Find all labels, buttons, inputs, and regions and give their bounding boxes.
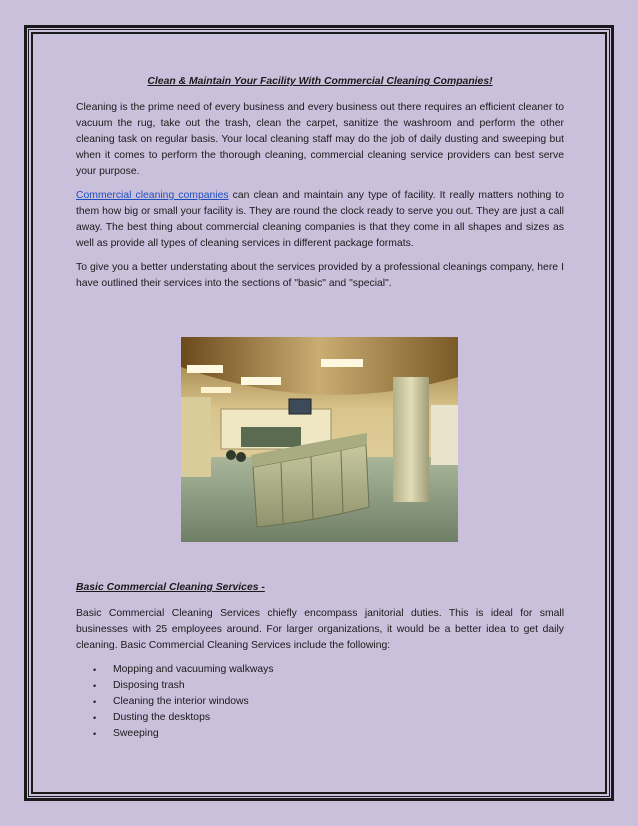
commercial-cleaning-link[interactable]: Commercial cleaning companies bbox=[76, 190, 229, 201]
intro-paragraph: Cleaning is the prime need of every business and every business out there requires an efficient cleaner to vacuum the rug, take out the trash, clean the carpet, sanitize the washroom and perform the other cleaning task on regular basis. Your local cleaning staff may do the job of daily dusting and sweeping but when it comes to perform the thorough cleaning, commercial cleaning service providers can best serve your purpose. bbox=[76, 102, 564, 177]
bullet-icon: • bbox=[93, 729, 97, 739]
basic-services-heading: Basic Commercial Cleaning Services - bbox=[76, 582, 265, 593]
overview-paragraph: To give you a better understating about the services provided by a professional cleanings company, here I have outlined their services into the sections of "basic" and "special". bbox=[76, 262, 564, 289]
basic-services-intro: Basic Commercial Cleaning Services chiefly encompass janitorial duties. This is ideal for small businesses with 25 employees around. For larger organizations, it would be a better idea to get daily cleaning. Basic Commercial Cleaning Services include the following: bbox=[76, 608, 564, 651]
basic-services-section bbox=[76, 580, 564, 742]
basic-services-list bbox=[76, 662, 564, 742]
list-item: • Cleaning the interior windows bbox=[76, 694, 564, 710]
article-body bbox=[76, 74, 564, 300]
list-item: • Sweeping bbox=[76, 726, 564, 742]
list-item: • Mopping and vacuuming walkways bbox=[76, 662, 564, 678]
companies-paragraph-text: can clean and maintain any type of facility. It really matters nothing to them how big or small your facility is. They are round the clock ready to serve you out. They are just a call away. The best thing about commercial cleaning companies is that they come in all shapes and sizes as well as provide all types of cleaning services in different package formats. bbox=[76, 190, 564, 249]
companies-paragraph bbox=[76, 188, 564, 252]
office-reception-photo bbox=[181, 337, 458, 542]
list-item: • Disposing trash bbox=[76, 678, 564, 694]
bullet-icon: • bbox=[93, 665, 97, 675]
list-item: • Dusting the desktops bbox=[76, 710, 564, 726]
bullet-icon: • bbox=[93, 713, 97, 723]
page-title: Clean & Maintain Your Facility With Commercial Cleaning Companies! bbox=[147, 76, 493, 87]
bullet-icon: • bbox=[93, 697, 97, 707]
bullet-icon: • bbox=[93, 681, 97, 691]
